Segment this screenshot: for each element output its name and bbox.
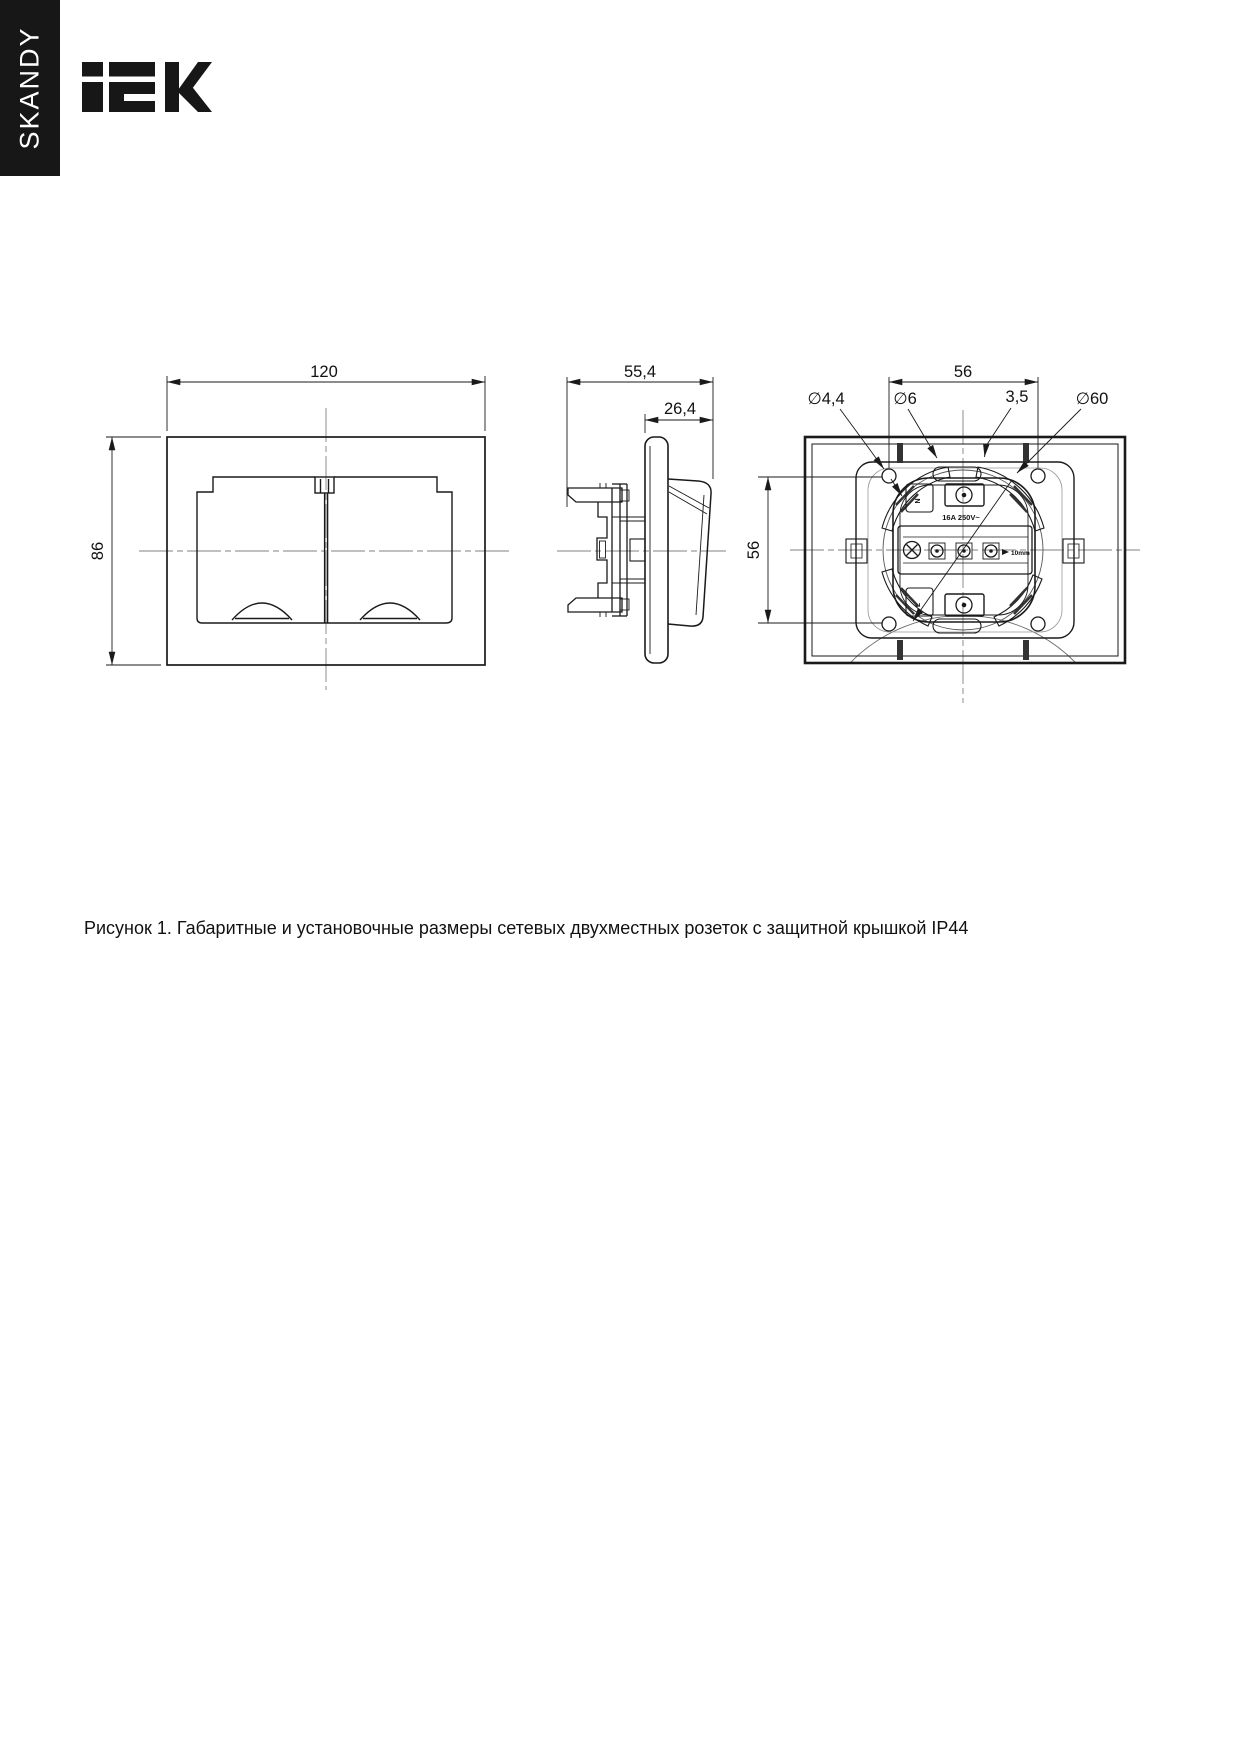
side-top-claw (568, 488, 622, 502)
dim-front-height: 86 (89, 541, 107, 561)
side-bottom-claw (568, 598, 622, 612)
front-hinge-tab (315, 477, 334, 493)
dim-claw-hole-dia: ∅4,4 (807, 390, 845, 408)
front-centerlines (139, 408, 513, 690)
back-view (745, 363, 1140, 703)
back-bottom-entry (933, 619, 981, 633)
rating-label: 16A 250V~ (942, 513, 980, 522)
dim-side-depth: 55,4 (623, 363, 657, 381)
dim-screw-hole-dia: ∅6 (893, 390, 917, 408)
front-right-grip (360, 603, 420, 620)
side-view (557, 363, 726, 663)
side-cover-lid (668, 479, 711, 626)
front-view (89, 363, 513, 690)
dim-claw-width: 3,5 (1005, 388, 1029, 406)
dim-back-hspacing: 56 (953, 363, 973, 381)
back-claw-hole-br (1031, 617, 1045, 631)
strip-length-label: 10mm (1011, 550, 1030, 557)
back-claw-hole-tl (882, 469, 896, 483)
terminal-l-label: L (915, 602, 922, 608)
figure-caption: Рисунок 1. Габаритные и установочные размеры сетевых двухместных розеток с защитной крышкой IP44 (84, 918, 969, 938)
dim-front-width: 120 (310, 363, 338, 381)
series-label: SKANDY (14, 26, 45, 150)
dim-box-dia: ∅60 (1075, 390, 1109, 408)
back-claw-hole-tr (1031, 469, 1045, 483)
dim-side-cover-depth: 26,4 (663, 400, 697, 418)
terminal-n-label: N (915, 498, 922, 504)
side-mechanism (568, 483, 645, 617)
front-left-grip (232, 603, 292, 620)
back-claw-hole-bl (882, 617, 896, 631)
dim-back-vspacing: 56 (745, 540, 763, 560)
terminal-screws (929, 543, 999, 559)
side-frame-plate (645, 437, 668, 663)
dimension-drawing (0, 0, 1239, 760)
